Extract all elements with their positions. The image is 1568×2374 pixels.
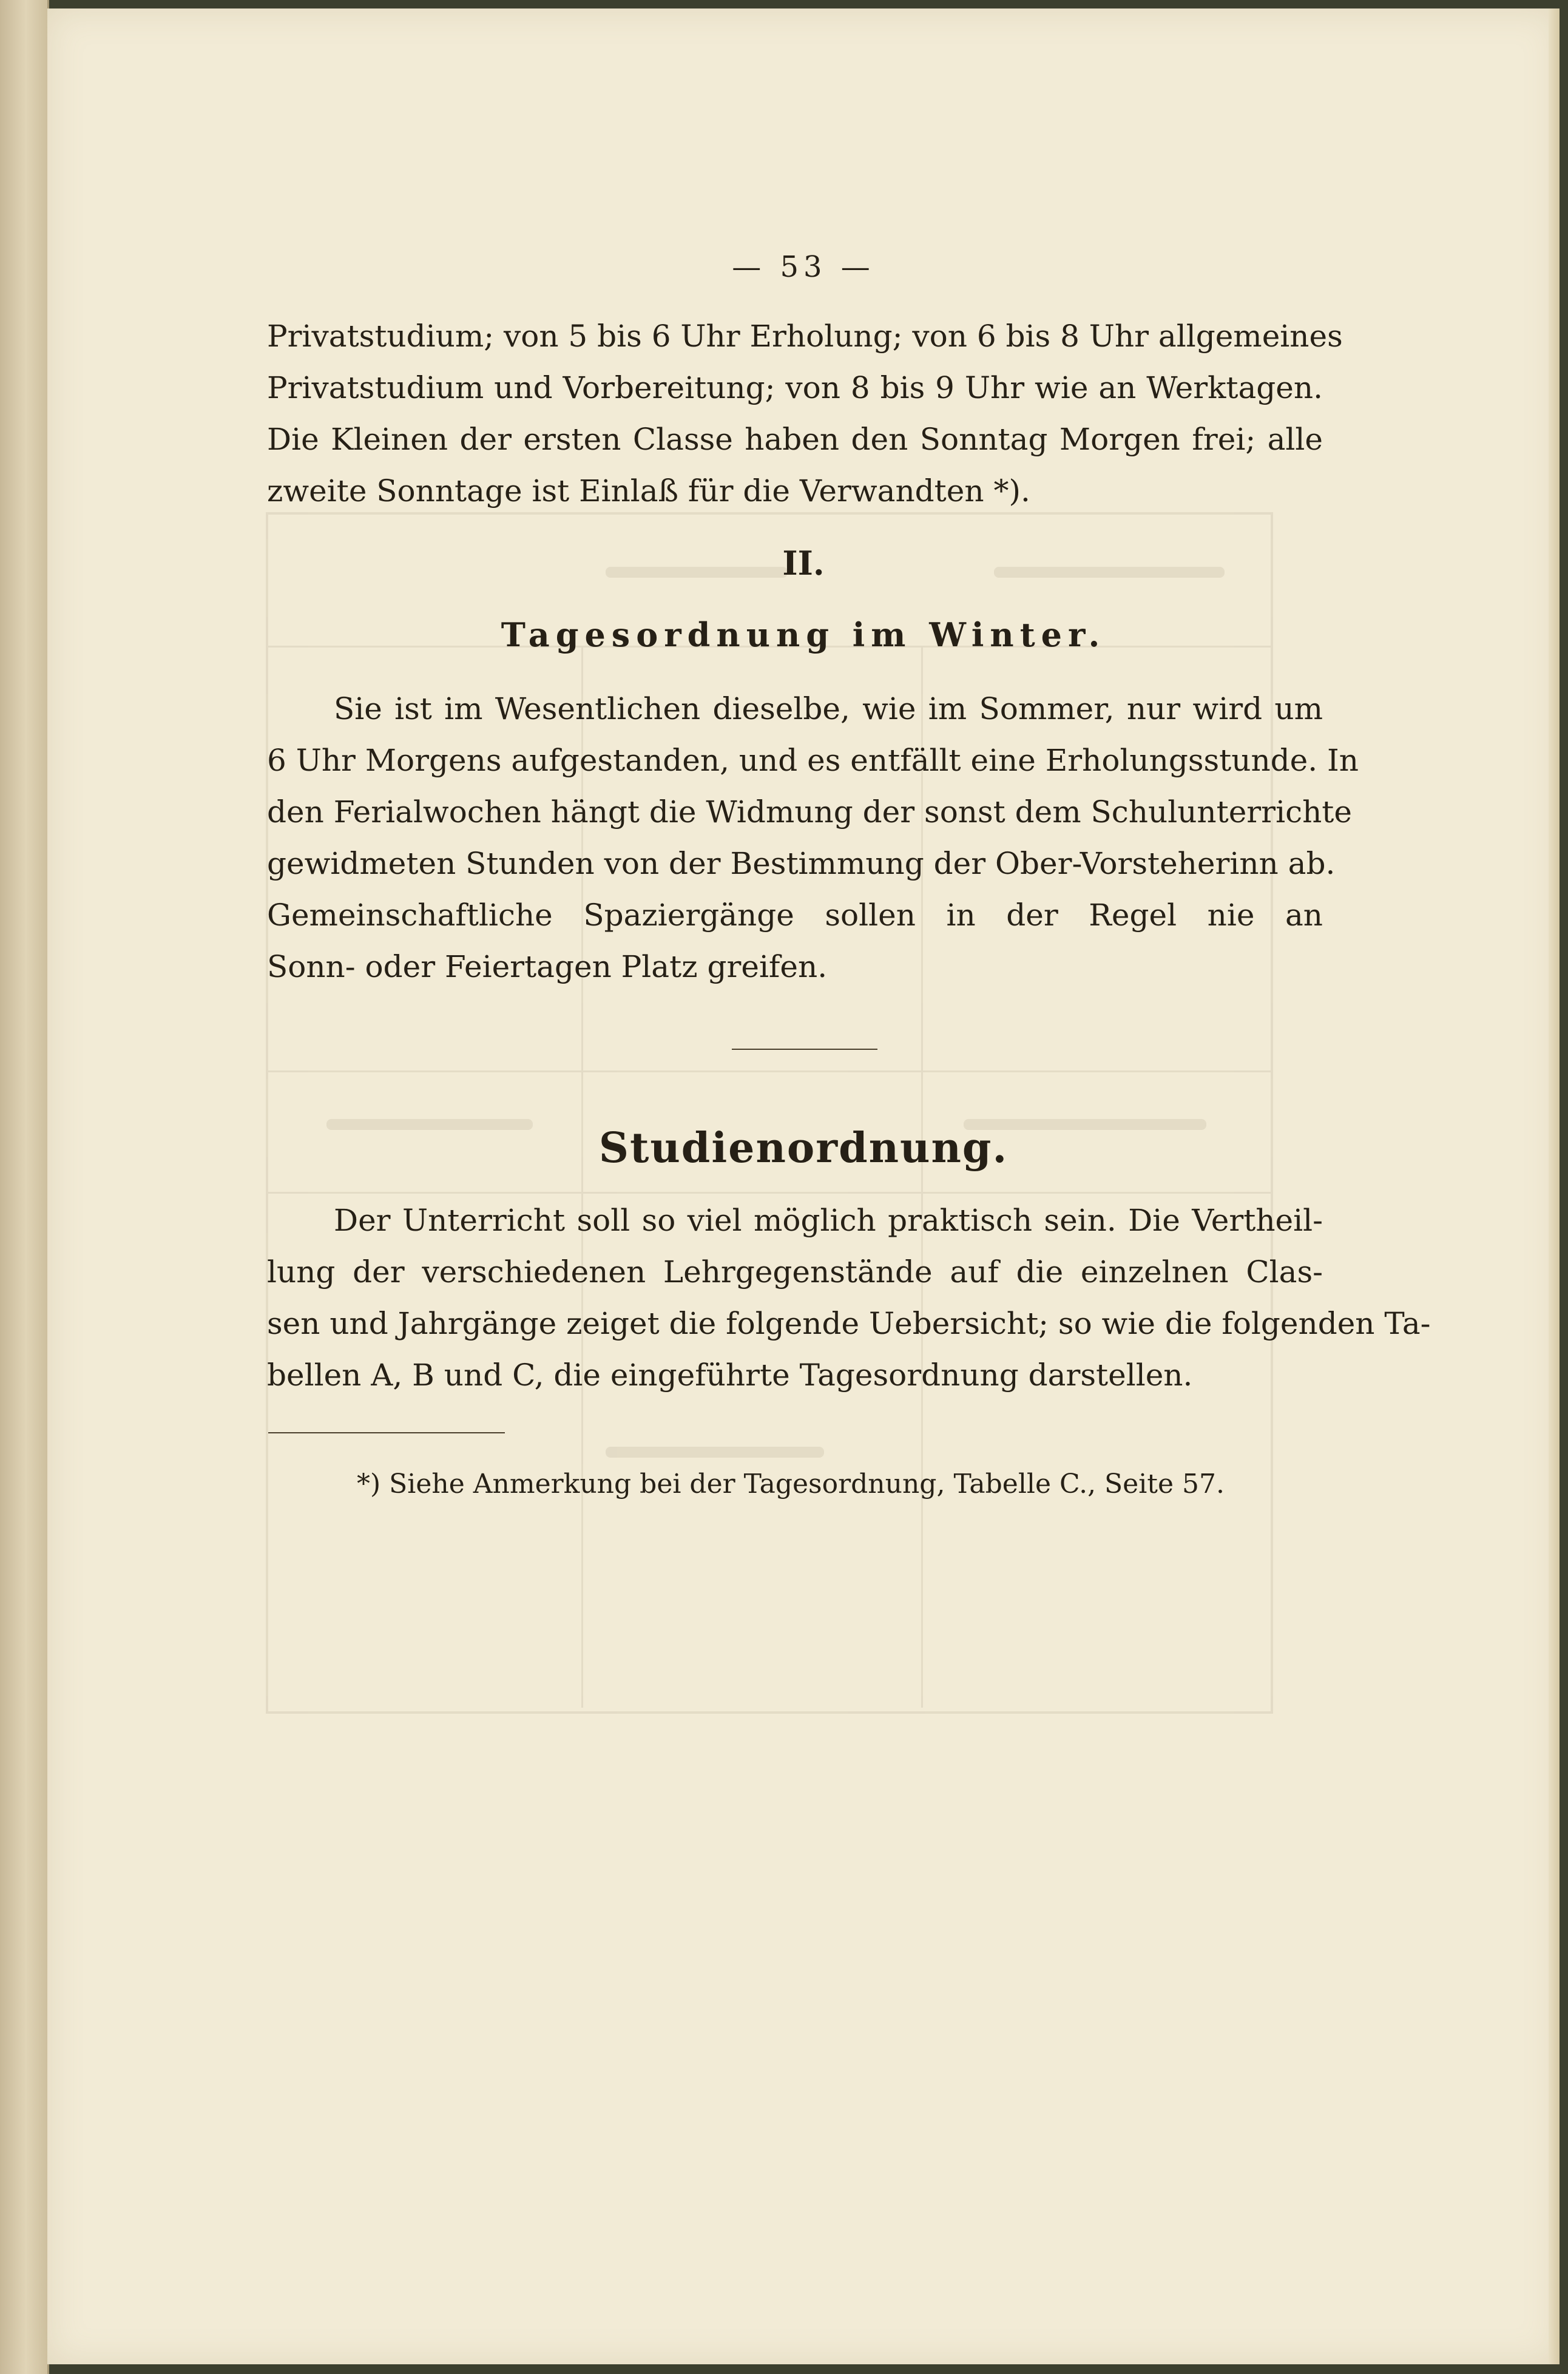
text-line: Gemeinschaftliche Spaziergänge sollen in der Regel nie an — [267, 898, 1323, 933]
paragraph-unterricht — [267, 1195, 1431, 1401]
text-line: Die Kleinen der ersten Classe haben den Sonntag Morgen frei; alle — [267, 422, 1323, 457]
text-line: Sie ist im Wesentlichen dieselbe, wie im Sommer, nur wird um — [334, 691, 1323, 726]
section-number: II. — [782, 544, 825, 583]
text-line: den Ferialwochen hängt die Widmung der sonst dem Schulunterrichte — [267, 794, 1352, 830]
heading-studienordnung: Studienordnung. — [598, 1124, 1009, 1172]
book-binding-edge — [0, 0, 49, 2374]
text-line: Privatstudium und Vorbereitung; von 8 bis 9 Uhr wie an Werktagen. — [267, 370, 1323, 405]
text-line: bellen A, B und C, die eingeführte Tagesordnung darstellen. — [267, 1358, 1193, 1393]
paragraph-privatstudium — [267, 311, 1343, 517]
separator-rule — [732, 1049, 877, 1050]
text-line: sen und Jahrgänge zeiget die folgende Uebersicht; so wie die folgenden Ta- — [267, 1306, 1431, 1341]
text-line: lung der verschiedenen Lehrgegenstände auf die einzelnen Clas- — [267, 1254, 1323, 1290]
book-page — [47, 8, 1560, 2364]
page-content — [47, 8, 1560, 2364]
text-line: Privatstudium; von 5 bis 6 Uhr Erholung; von 6 bis 8 Uhr allgemeines — [267, 319, 1343, 354]
paragraph-winter — [267, 683, 1359, 993]
text-line: Sonn- oder Feiertagen Platz greifen. — [267, 949, 828, 984]
page-number: — 53 — — [732, 250, 875, 284]
text-line: 6 Uhr Morgens aufgestanden, und es entfällt eine Erholungsstunde. In — [267, 743, 1359, 778]
footnote-rule — [268, 1432, 505, 1433]
text-line: zweite Sonntage ist Einlaß für die Verwandten *). — [267, 473, 1030, 509]
text-line: Der Unterricht soll so viel möglich praktisch sein. Die Vertheil- — [334, 1203, 1323, 1238]
section-title: Tagesordnung im Winter. — [501, 615, 1106, 654]
footnote: *) Siehe Anmerkung bei der Tagesordnung, Tabelle C., Seite 57. — [357, 1469, 1225, 1500]
text-line: gewidmeten Stunden von der Bestimmung der Ober-Vorsteherinn ab. — [267, 846, 1336, 881]
